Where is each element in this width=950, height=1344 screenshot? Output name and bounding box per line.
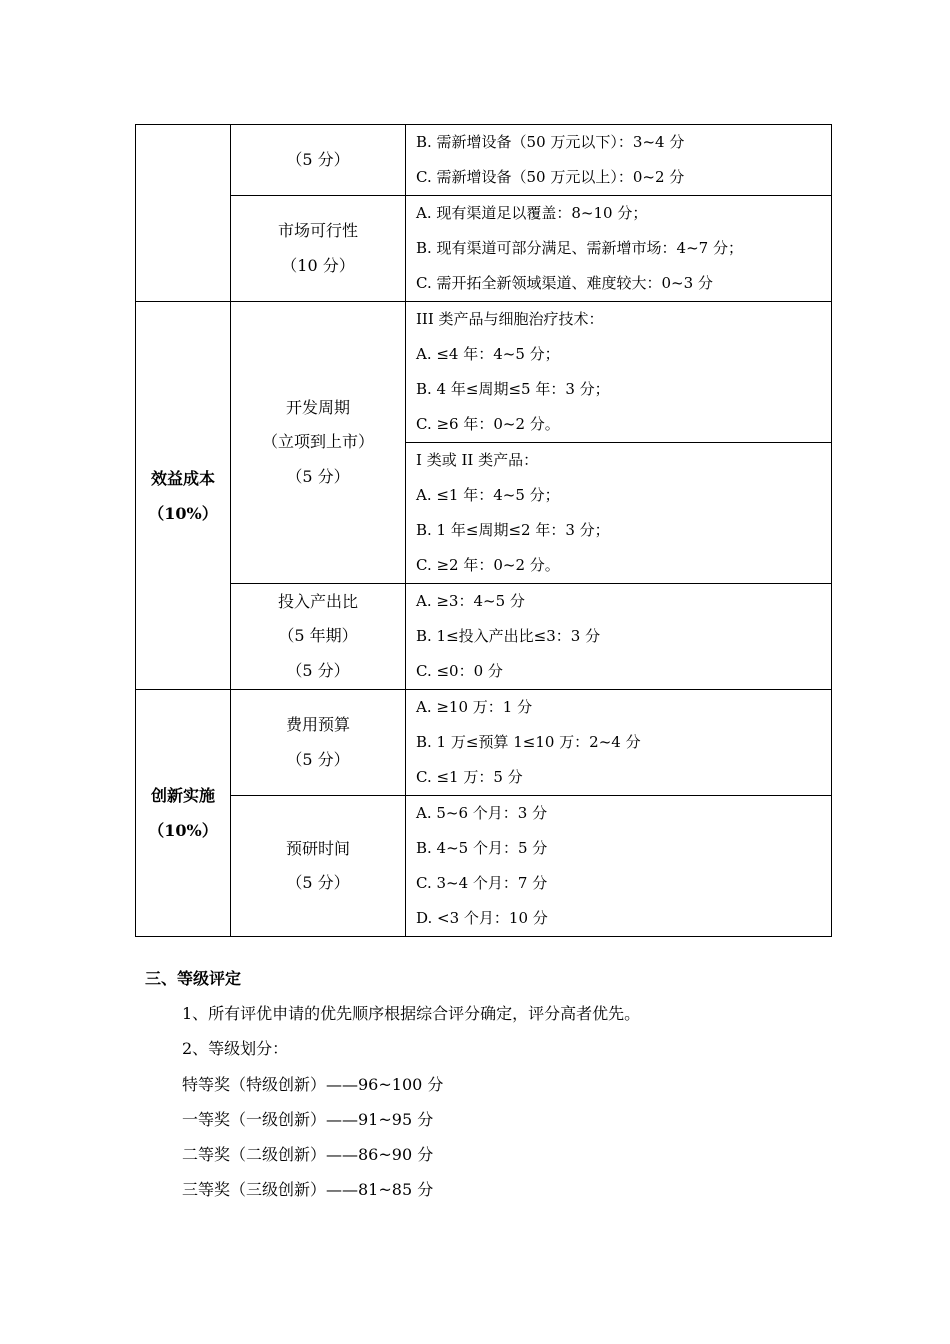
grade-line: 三等奖（三级创新）——81~85 分 [182,1180,434,1200]
scoring-table [135,124,832,937]
subcategory-line: （5 分） [286,660,350,680]
subcategory-line: （10 分） [281,255,355,275]
subcategory-line: 开发周期 [285,397,350,417]
category-cell [136,690,231,937]
criteria-line: A. ≥3：4~5 分 [416,592,525,610]
criteria-line: C. ≥2 年：0~2 分。 [416,556,560,574]
criteria-line: C. 需开拓全新领域渠道、难度较大：0~3 分 [416,274,713,292]
subcategory-line: （立项到上市） [261,432,374,452]
category-line: 效益成本 [150,468,215,488]
criteria-cell [406,690,832,796]
category-line: （10%） [148,503,218,523]
criteria-line: C. 3~4 个月：7 分 [416,874,548,892]
criteria-line: A. ≥10 万：1 分 [416,698,533,716]
criteria-line: B. 1 年≤周期≤2 年：3 分； [416,521,610,539]
criteria-line: B. 4~5 个月：5 分 [416,839,548,857]
subcategory-line: 投入产出比 [277,591,358,611]
criteria-line: B. 1≤投入产出比≤3：3 分 [416,627,601,645]
criteria-cell [406,584,832,690]
subcategory-line: 预研时间 [285,838,350,858]
criteria-cell [406,125,832,196]
table-row [136,796,832,937]
criteria-line: B. 现有渠道可部分满足、需新增市场：4~7 分； [416,239,743,257]
criteria-line: A. 5~6 个月：3 分 [416,804,548,822]
criteria-line: D. <3 个月：10 分 [416,909,548,927]
subcategory-cell [231,125,406,196]
table-row [136,125,832,196]
subcategory-line: 市场可行性 [277,221,358,240]
category-cell [136,302,231,690]
section-line: 2、等级划分： [182,1039,289,1059]
criteria-line: B. 1 万≤预算 1≤10 万：2~4 分 [416,733,641,751]
subcategory-line: （5 年期） [278,626,358,646]
criteria-line: C. ≥6 年：0~2 分。 [416,415,560,433]
subcategory-line: 费用预算 [285,715,350,734]
criteria-line: C. 需新增设备（50 万元以上）：0~2 分 [416,168,685,186]
criteria-line: III 类产品与细胞治疗技术： [416,310,604,328]
criteria-line: B. 4 年≤周期≤5 年：3 分； [416,380,610,398]
criteria-line: B. 需新增设备（50 万元以下）：3~4 分 [416,133,685,151]
section-line: 1、所有评优申请的优先顺序根据综合评分确定，评分高者优先。 [182,1004,641,1023]
criteria-line: A. ≤4 年：4~5 分； [416,345,560,363]
table-row [136,690,832,796]
criteria-line: A. 现有渠道足以覆盖：8~10 分； [416,204,648,222]
table-row [136,584,832,690]
criteria-line: C. ≤1 万：5 分 [416,768,523,786]
criteria-line: C. ≤0：0 分 [416,662,503,680]
criteria-cell [406,443,832,584]
subcategory-line: （5 分） [286,873,350,892]
grade-line: 二等奖（二级创新）——86~90 分 [182,1145,434,1165]
criteria-line: I 类或 II 类产品： [416,451,539,469]
table-row [136,302,832,443]
category-cell-empty [136,125,231,302]
grade-line: 特等奖（特级创新）——96~100 分 [182,1074,444,1094]
subcategory-line: （5 分） [286,149,350,169]
subcategory-cell [231,584,406,690]
grade-line: 一等奖（一级创新）——91~95 分 [182,1109,434,1129]
subcategory-cell [231,796,406,937]
subcategory-line: （5 分） [286,466,350,486]
criteria-cell [406,196,832,302]
grade-section [145,962,845,1208]
table-row [136,196,832,302]
subcategory-cell [231,302,406,584]
subcategory-line: （5 分） [286,749,350,769]
category-line: （10%） [148,821,218,840]
criteria-cell [406,302,832,443]
subcategory-cell [231,196,406,302]
section-heading: 三、等级评定 [145,969,242,988]
subcategory-cell [231,690,406,796]
category-line: 创新实施 [150,786,215,805]
criteria-line: A. ≤1 年：4~5 分； [416,486,560,504]
criteria-cell [406,796,832,937]
